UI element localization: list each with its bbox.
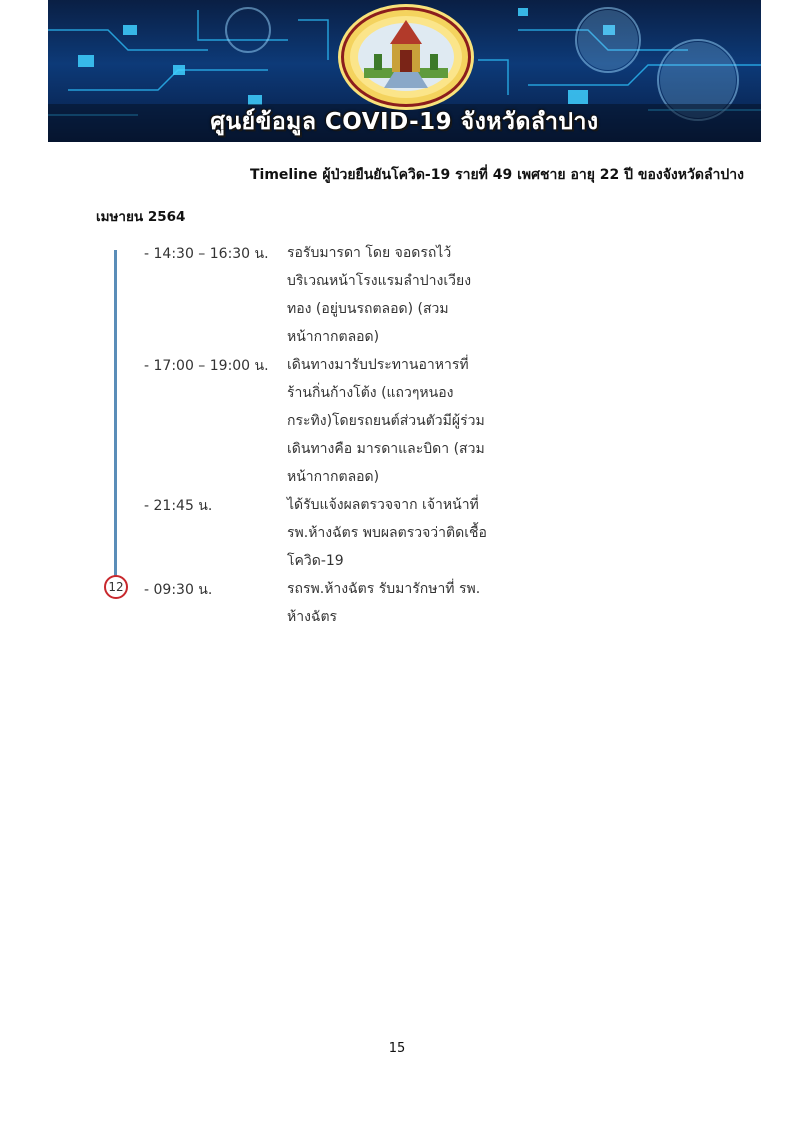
- entry-time: - 14:30 – 16:30 น.: [144, 246, 269, 262]
- description-line: หน้ากากตลอด): [287, 329, 380, 345]
- entry-time: - 17:00 – 19:00 น.: [144, 358, 269, 374]
- description-line: หน้ากากตลอด): [287, 469, 380, 485]
- entry-description: [287, 355, 487, 495]
- description-line: บริเวณหน้าโรงแรมลำปางเวียง: [287, 273, 472, 289]
- lampang-seal-icon: [341, 7, 471, 107]
- description-line: รอรับมารดา โดย จอดรถไว้: [287, 245, 452, 261]
- description-line: เดินทางมารับประทานอาหารที่: [287, 357, 469, 373]
- entry-time: - 09:30 น.: [144, 582, 213, 598]
- page-number: 15: [388, 1041, 406, 1056]
- month-heading: เมษายน 2564: [96, 209, 186, 225]
- banner-title: ศูนย์ข้อมูล COVID-19 จังหวัดลำปาง: [210, 109, 599, 135]
- document-title: Timeline ผู้ป่วยยืนยันโควิด-19 รายที่ 49 เพศชาย อายุ 22 ปี ของจังหวัดลำปาง: [250, 167, 744, 183]
- entry-description: [287, 495, 487, 579]
- description-line: เดินทางคือ มารดาและบิดา (สวม: [287, 441, 485, 457]
- description-line: กระทิง)โดยรถยนต์ส่วนตัวมีผู้ร่วม: [287, 413, 485, 429]
- timeline-line: [114, 250, 117, 578]
- description-line: รพ.ห้างฉัตร พบผลตรวจว่าติดเชื้อ: [287, 525, 487, 541]
- description-line: ทอง (อยู่บนรถตลอด) (สวม: [287, 301, 449, 317]
- description-line: ร้านกิ่นก้างโต้ง (แถวๆหนอง: [287, 385, 454, 401]
- description-line: โควิด-19: [287, 553, 344, 569]
- header-banner: [48, 0, 761, 142]
- description-line: ได้รับแจ้งผลตรวจจาก เจ้าหน้าที่: [287, 497, 479, 513]
- entry-description: [287, 243, 487, 355]
- entry-description: [287, 579, 487, 635]
- description-line: ห้างฉัตร: [287, 609, 338, 625]
- entry-time: - 21:45 น.: [144, 498, 213, 514]
- description-line: รถรพ.ห้างฉัตร รับมารักษาที่ รพ.: [287, 581, 481, 597]
- day-marker: 12: [104, 575, 128, 599]
